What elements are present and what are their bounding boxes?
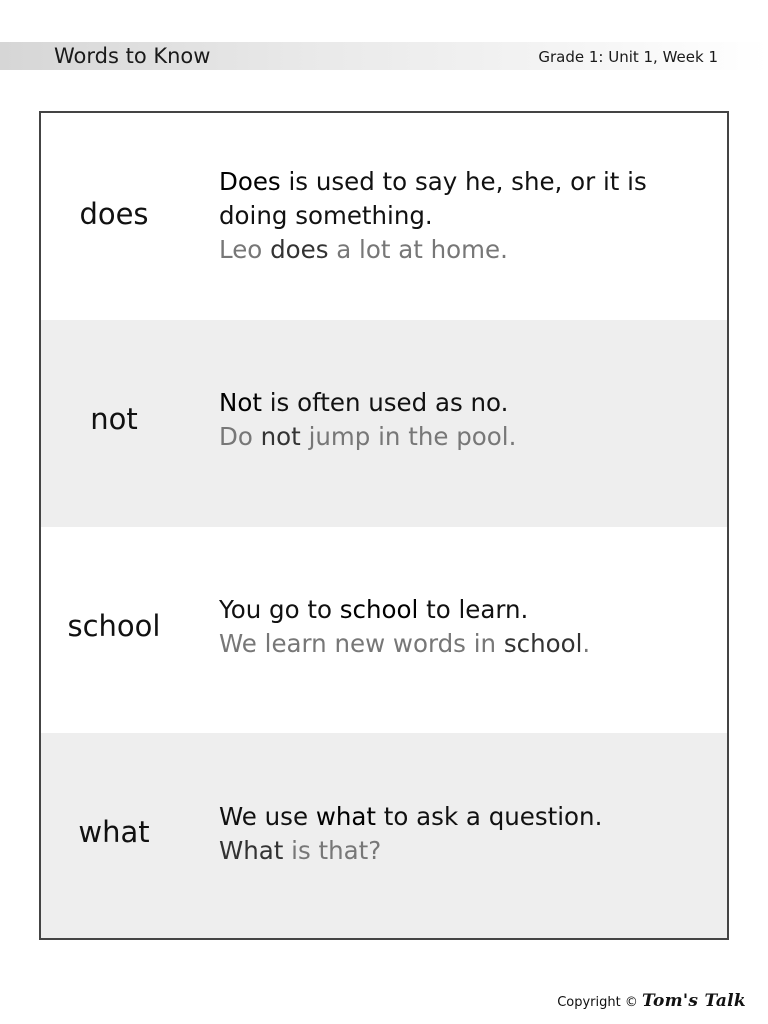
keyword: Does [219,167,281,196]
definition-text [219,165,699,233]
copyright [557,988,746,1016]
definition-rest: to learn. [418,595,529,624]
definition-pre: We use [219,802,316,831]
copyright-label: Copyright © [557,995,638,1010]
keyword: does [270,235,329,264]
definition-text [219,593,699,627]
definition-cell [219,165,699,267]
brand-logo: Tom's Talk [642,991,746,1011]
keyword: school [339,595,419,624]
keyword: What [219,836,284,865]
definition-rest: is used to say he, she, or it is doing something. [219,167,647,230]
keyword: Not [219,388,262,417]
word-cell: does [79,197,149,231]
example-pre: Do [219,422,261,451]
word-row-school [41,527,727,733]
definition-cell [219,386,699,454]
example-post: is that? [283,836,382,865]
example-sentence [219,233,699,267]
definition-pre: You go to [219,595,340,624]
definition-rest: to ask a question. [376,802,603,831]
example-sentence [219,420,699,454]
definition-text [219,386,699,420]
definition-cell [219,800,699,868]
words-table [39,111,729,940]
example-pre: Leo [219,235,271,264]
example-sentence [219,834,699,868]
definition-text [219,800,699,834]
example-sentence [219,627,699,661]
word-row-not [41,320,727,527]
example-post: . [582,629,591,658]
word-cell: what [78,815,150,849]
header-bar [0,42,768,70]
word-row-does [41,113,727,320]
definition-cell [219,593,699,661]
word-cell: school [67,609,161,643]
keyword: what [315,802,376,831]
example-pre: We learn new words in [219,629,504,658]
grade-unit-week: Grade 1: Unit 1, Week 1 [538,48,718,66]
example-post: jump in the pool. [300,422,517,451]
keyword: school [503,629,583,658]
word-cell: not [90,402,138,436]
word-row-what [41,733,727,938]
keyword: not [260,422,301,451]
definition-rest: is often used as no. [261,388,509,417]
page-title: Words to Know [54,44,211,68]
example-post: a lot at home. [328,235,508,264]
